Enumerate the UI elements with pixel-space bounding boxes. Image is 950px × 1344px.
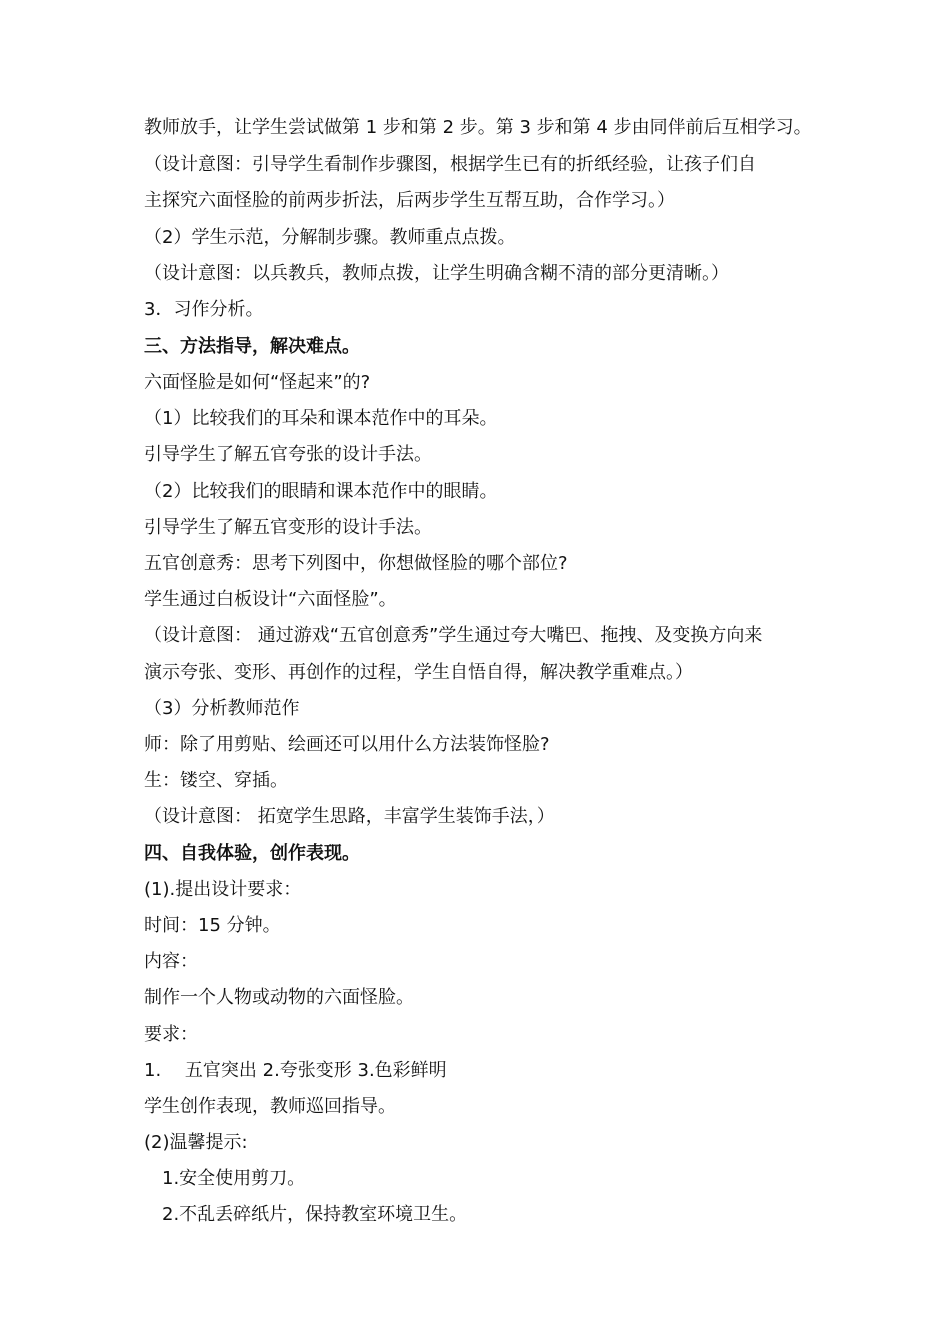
text-line-content: 制作一个人物或动物的六面怪脸。 [144, 987, 414, 1008]
text-line-work-analysis: 3．习作分析。 [144, 299, 264, 320]
text-line-compare-ears: （1）比较我们的耳朵和课本范作中的耳朵。 [144, 408, 498, 429]
section-heading-4: 四、自我体验，创作表现。 [144, 843, 360, 864]
text-line-question: 六面怪脸是如何“怪起来”的? [144, 372, 371, 393]
text-line-whiteboard: 学生通过白板设计“六面怪脸”。 [144, 589, 397, 610]
text-line-deformation: 引导学生了解五官变形的设计手法。 [144, 517, 432, 538]
text-line-design-intent-2: （设计意图：以兵教兵，教师点拨，让学生明确含糊不清的部分更清晰。） [144, 263, 729, 284]
text-line-design-intent-4: （设计意图： 拓宽学生思路，丰富学生装饰手法，） [144, 806, 555, 827]
text-line-content-label: 内容： [144, 951, 198, 972]
text-line-exaggeration: 引导学生了解五官夸张的设计手法。 [144, 444, 432, 465]
text-line-design-intent-1a: （设计意图：引导学生看制作步骤图，根据学生已有的折纸经验，让孩子们自 [144, 154, 756, 175]
text-line-student-creation: 学生创作表现，教师巡回指导。 [144, 1096, 396, 1117]
text-line-design-intent-3b: 演示夸张、变形、再创作的过程，学生自悟自得，解决教学重难点。） [144, 662, 693, 683]
section-heading-3: 三、方法指导，解决难点。 [144, 336, 360, 357]
text-line-requirements-title: (1).提出设计要求： [144, 879, 302, 900]
text-line-student-demo: （2）学生示范，分解制步骤。教师重点点拨。 [144, 227, 516, 248]
text-line-compare-eyes: （2）比较我们的眼睛和课本范作中的眼睛。 [144, 481, 498, 502]
text-line-creative-show: 五官创意秀：思考下列图中，你想做怪脸的哪个部位? [144, 553, 568, 574]
text-line-design-intent-1b: 主探究六面怪脸的前两步折法，后两步学生互帮互助，合作学习。） [144, 190, 675, 211]
text-line-design-intent-3a: （设计意图： 通过游戏“五官创意秀”学生通过夸大嘴巴、拖拽、及变换方向来 [144, 625, 763, 646]
text-line-analyze-sample: （3）分析教师范作 [144, 698, 300, 719]
text-line-tip-2: 2.不乱丢碎纸片，保持教室环境卫生。 [144, 1204, 468, 1225]
text-line-tip-1: 1.安全使用剪刀。 [144, 1168, 306, 1189]
text-line-tips-title: (2)温馨提示: [144, 1132, 248, 1153]
text-line-requirements-label: 要求： [144, 1024, 198, 1045]
text-line-requirements: 1. 五官突出 2.夸张变形 3.色彩鲜明 [144, 1060, 447, 1081]
text-line-time: 时间：15 分钟。 [144, 915, 281, 936]
text-line-student-answer: 生：镂空、穿插。 [144, 770, 288, 791]
text-line-teacher-lets-go: 教师放手，让学生尝试做第 1 步和第 2 步。第 3 步和第 4 步由同伴前后互相学习。 [144, 117, 812, 138]
text-line-teacher-question: 师：除了用剪贴、绘画还可以用什么方法装饰怪脸? [144, 734, 550, 755]
